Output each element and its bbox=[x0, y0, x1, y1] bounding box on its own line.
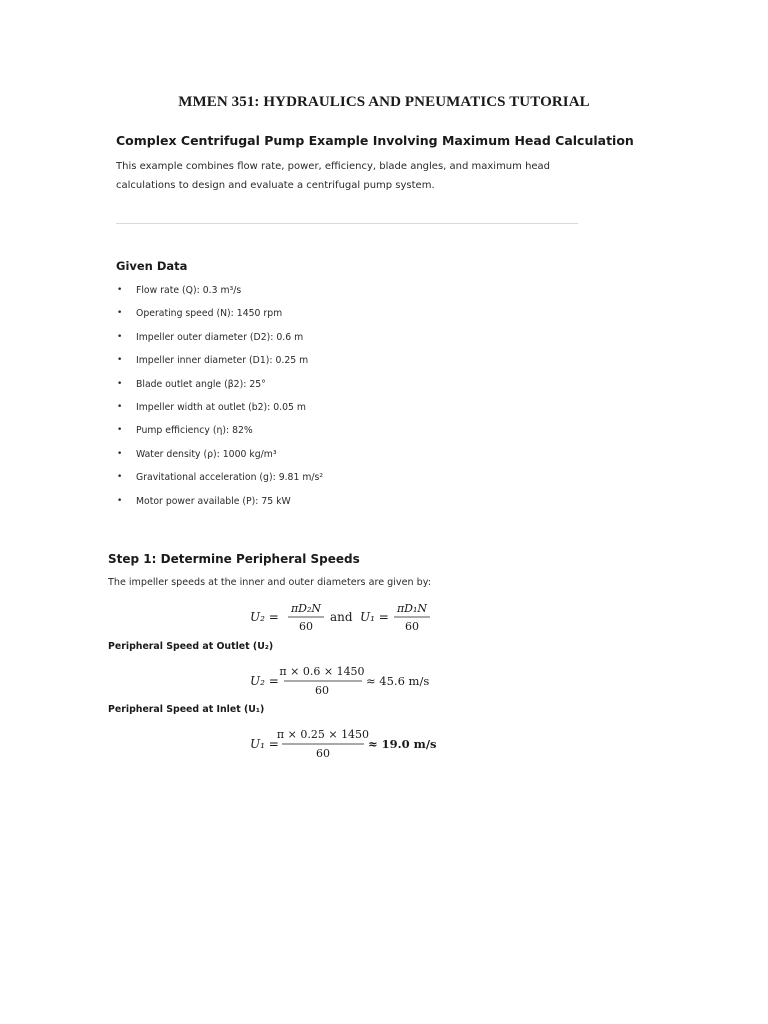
horizontal-divider bbox=[116, 223, 578, 224]
bullet-icon: • bbox=[117, 355, 123, 366]
list-item bbox=[116, 443, 323, 466]
section-intro: This example combines flow rate, power, efficiency, blade angles, and maximum head calculations to design and evaluate a centrifugal pump system. bbox=[116, 161, 551, 191]
formula-lhs: U₂ = bbox=[250, 674, 279, 688]
bullet-icon: • bbox=[117, 472, 123, 483]
formula-denominator: 60 bbox=[299, 620, 313, 633]
bullet-icon: • bbox=[117, 495, 123, 506]
bullet-icon: • bbox=[117, 448, 123, 459]
item-label: Pump efficiency (η): bbox=[136, 425, 230, 437]
list-item bbox=[116, 419, 323, 442]
formula-lhs-u2: U₂ = bbox=[250, 610, 279, 624]
bullet-icon: • bbox=[117, 331, 123, 342]
item-label: Impeller width at outlet (b2): bbox=[136, 401, 271, 413]
formula-numerator: π × 0.6 × 1450 bbox=[279, 665, 365, 678]
outlet-speed-heading: Peripheral Speed at Outlet (U₂) bbox=[108, 641, 274, 652]
item-label: Blade outlet angle (β2): bbox=[136, 378, 247, 390]
item-value: 9.81 m/s² bbox=[278, 472, 324, 484]
step1-intro: The impeller speeds at the inner and outer diameters are given by: bbox=[108, 577, 431, 588]
list-item bbox=[116, 326, 323, 349]
item-value: 0.3 m³/s bbox=[202, 285, 242, 296]
given-data-list bbox=[116, 279, 323, 513]
item-value: 1000 kg/m³ bbox=[222, 448, 277, 460]
item-label: Flow rate (Q): bbox=[136, 285, 200, 296]
formula-denominator: 60 bbox=[405, 620, 419, 633]
section-title: Complex Centrifugal Pump Example Involving Maximum Head Calculation bbox=[116, 133, 634, 148]
step1-heading: Step 1: Determine Peripheral Speeds bbox=[108, 552, 360, 566]
item-label: Motor power available (P): bbox=[136, 495, 259, 507]
formula-result: ≈ 19.0 m/s bbox=[368, 737, 437, 751]
inlet-speed-formula bbox=[250, 726, 450, 762]
item-value: 82% bbox=[232, 425, 253, 437]
list-item bbox=[116, 396, 323, 419]
bullet-icon: • bbox=[117, 308, 123, 319]
list-item bbox=[116, 373, 323, 396]
outlet-speed-formula bbox=[250, 663, 450, 699]
formula-denominator: 60 bbox=[316, 747, 330, 760]
item-label: Impeller inner diameter (D1): bbox=[136, 355, 273, 367]
given-data-heading: Given Data bbox=[116, 259, 188, 273]
list-item bbox=[116, 490, 323, 513]
item-value: 75 kW bbox=[261, 495, 291, 507]
item-value: 25° bbox=[249, 378, 266, 390]
formula-numerator: πD₁N bbox=[396, 602, 428, 615]
list-item bbox=[116, 302, 323, 325]
item-value: 1450 rpm bbox=[236, 308, 283, 320]
item-label: Impeller outer diameter (D2): bbox=[136, 331, 274, 343]
bullet-icon: • bbox=[117, 285, 123, 295]
formula-numerator: π × 0.25 × 1450 bbox=[276, 728, 370, 741]
item-value: 0.25 m bbox=[275, 355, 309, 367]
formula-connector: and bbox=[330, 610, 353, 624]
inlet-speed-heading: Peripheral Speed at Inlet (U₁) bbox=[108, 704, 265, 715]
bullet-icon: • bbox=[117, 401, 123, 412]
bullet-icon: • bbox=[117, 425, 123, 436]
formula-numerator: πD₂N bbox=[290, 602, 322, 615]
formula-lhs-u1: U₁ = bbox=[360, 610, 389, 624]
list-item bbox=[116, 279, 323, 302]
document-title: MMEN 351: HYDRAULICS AND PNEUMATICS TUTORIAL bbox=[178, 94, 590, 110]
item-value: 0.05 m bbox=[273, 401, 306, 413]
formula-lhs: U₁ = bbox=[250, 737, 279, 751]
formula-denominator: 60 bbox=[315, 684, 329, 697]
formula-result: ≈ 45.6 m/s bbox=[366, 674, 430, 688]
list-item bbox=[116, 466, 323, 489]
peripheral-speed-formula bbox=[250, 600, 440, 634]
bullet-icon: • bbox=[117, 378, 123, 389]
item-label: Water density (ρ): bbox=[136, 448, 220, 460]
item-value: 0.6 m bbox=[276, 331, 304, 343]
list-item bbox=[116, 349, 323, 372]
item-label: Gravitational acceleration (g): bbox=[136, 472, 276, 484]
item-label: Operating speed (N): bbox=[136, 308, 234, 320]
